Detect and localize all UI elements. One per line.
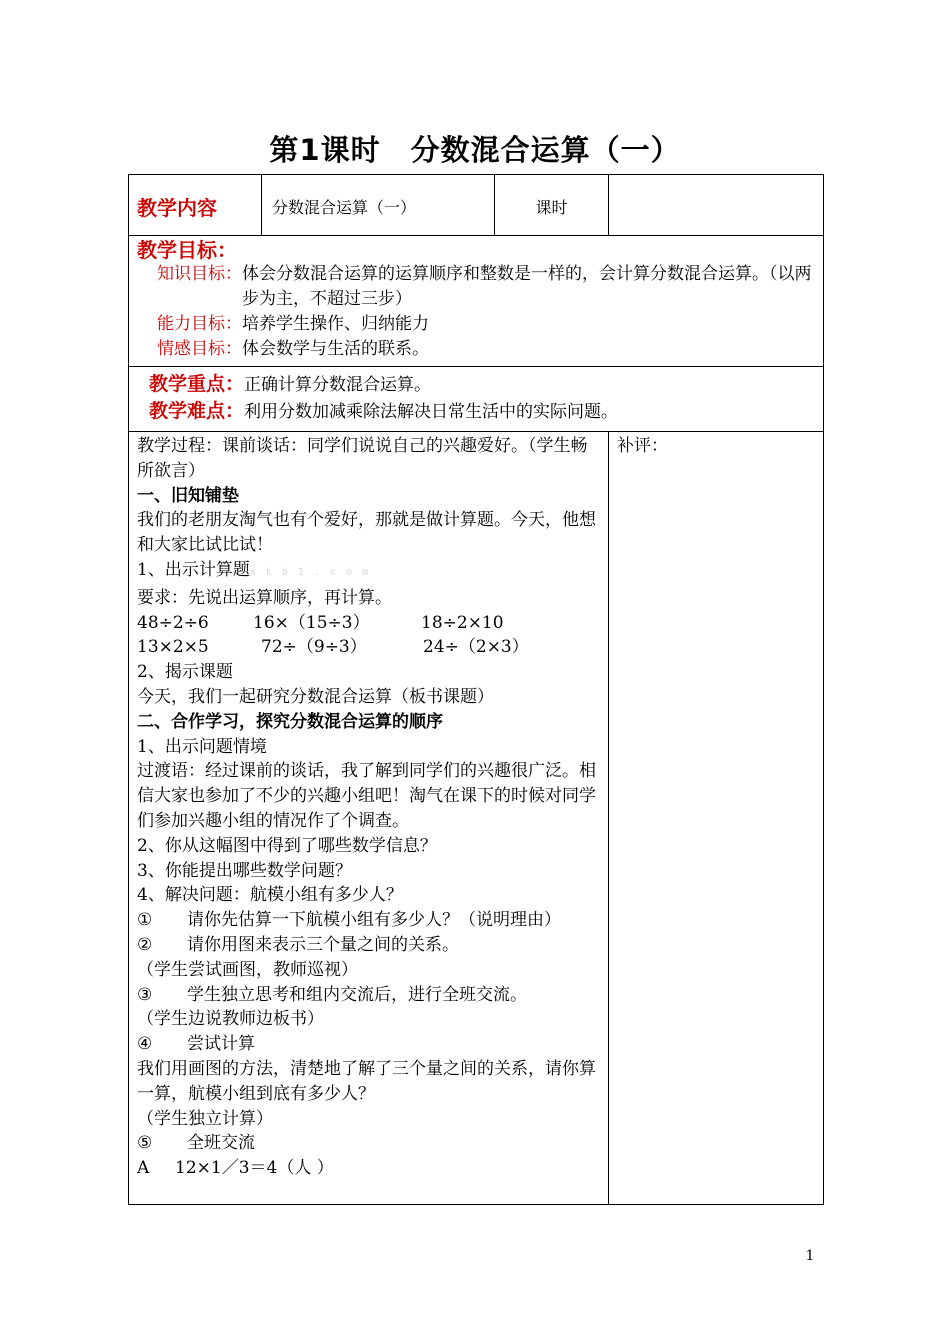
sub-step-text: 全班交流 — [187, 1133, 255, 1154]
comment-cell — [609, 432, 824, 1205]
note: （学生边说教师边板书） — [137, 1009, 324, 1030]
answer-line — [137, 1156, 602, 1181]
paragraph: 过渡语：经过课前的谈话，我了解到同学们的兴趣很广泛。相信大家也参加了不少的兴趣小组吧！淘气在课下的时候对同学们参加兴趣小组的情况作了个调查。 — [137, 761, 596, 831]
step-item: 2、你从这幅图中得到了哪些数学信息？ — [137, 835, 437, 856]
hours-value — [609, 175, 824, 236]
sub-step-number: ① — [137, 910, 153, 931]
difficulty — [149, 398, 815, 425]
sub-step — [137, 933, 602, 958]
answer-formula: 12×1／3＝4（人 ） — [175, 1158, 334, 1179]
sub-step-text: 学生独立思考和组内交流后，进行全班交流。 — [187, 984, 527, 1005]
step-item: 3、你能提出哪些数学问题？ — [137, 860, 352, 881]
goals-cell — [129, 236, 824, 367]
paragraph: 我们的老朋友淘气也有个爱好，那就是做计算题。今天，他想和大家比试比试！ — [137, 510, 596, 556]
goal-label: 情感目标： — [157, 339, 242, 359]
content-value: 分数混合运算（一） — [262, 175, 495, 236]
keys-cell — [129, 367, 824, 432]
keys-row — [129, 367, 824, 432]
hours-label: 课时 — [495, 175, 609, 236]
lesson-plan-table — [128, 174, 824, 1205]
step-item: 4、解决问题：航模小组有多少人？ — [137, 885, 403, 906]
step-item: 1、出示问题情境 — [137, 736, 267, 757]
exercise-row — [137, 611, 602, 636]
paragraph: 我们用画图的方法，清楚地了解了三个量之间的关系，请你算一算，航模小组到底有多少人？ — [137, 1058, 596, 1104]
exercise: 18÷2×10 — [421, 612, 504, 633]
sub-step-text: 尝试计算 — [187, 1034, 255, 1055]
goal-label: 知识目标： — [157, 264, 242, 284]
exercise: 16×（15÷3） — [253, 612, 370, 633]
key-point-label: 教学重点： — [149, 373, 245, 395]
exercise-row — [137, 635, 602, 660]
sub-step — [137, 983, 602, 1008]
difficulty-text: 利用分数加减乘除法解决日常生活中的实际问题。 — [244, 402, 619, 422]
goals-heading: 教学目标： — [137, 238, 237, 262]
exercise: 72÷（9÷3） — [261, 637, 367, 658]
sub-step — [137, 1131, 602, 1156]
goal-label: 能力目标： — [157, 314, 242, 334]
sub-step-number: ② — [137, 934, 153, 955]
step-item — [137, 558, 602, 586]
comment-label: 补评： — [617, 436, 669, 456]
sub-step — [137, 908, 602, 933]
watermark: x k b 1 . c o m — [249, 566, 371, 578]
sub-step-text: 请你先估算一下航模小组有多少人？（说明理由） — [187, 910, 561, 931]
answer-label: A — [137, 1158, 150, 1179]
requirement: 要求：先说出运算顺序，再计算。 — [137, 587, 392, 608]
process-intro: 教学过程：课前谈话：同学们说说自己的兴趣爱好。（学生畅所欲言） — [137, 436, 588, 481]
goals-row — [129, 236, 824, 367]
note: （学生独立计算） — [137, 1108, 273, 1129]
note: （学生尝试画图，教师巡视） — [137, 959, 358, 980]
sub-step-number: ③ — [137, 984, 153, 1005]
exercise: 48÷2÷6 — [137, 612, 209, 633]
goal-ability — [137, 312, 815, 337]
paragraph: 今天，我们一起研究分数混合运算（板书课题） — [137, 686, 494, 707]
key-point-text: 正确计算分数混合运算。 — [244, 375, 432, 395]
process-cell — [129, 432, 609, 1205]
goal-knowledge — [137, 262, 815, 312]
difficulty-label: 教学难点： — [149, 400, 245, 422]
goal-text: 体会数学与生活的联系。 — [242, 339, 429, 359]
content-label: 教学内容 — [129, 175, 262, 236]
exercise: 13×2×5 — [137, 637, 209, 658]
sub-step — [137, 1032, 602, 1057]
section-heading: 二、合作学习，探究分数混合运算的顺序 — [137, 711, 443, 732]
step-item: 2、揭示课题 — [137, 662, 233, 683]
page-title: 第1课时 分数混合运算（一） — [269, 133, 681, 167]
section-heading: 一、旧知铺垫 — [137, 485, 239, 506]
page-number: 1 — [805, 1248, 815, 1264]
exercise: 24÷（2×3） — [423, 637, 529, 658]
header-row — [129, 175, 824, 236]
key-point — [149, 371, 815, 398]
goal-emotion — [137, 337, 815, 362]
goal-text: 体会分数混合运算的运算顺序和整数是一样的，会计算分数混合运算。（以两步为主，不超过三步） — [242, 264, 812, 309]
process-row — [129, 432, 824, 1205]
step-text: 1、出示计算题 — [137, 559, 250, 580]
goal-text: 培养学生操作、归纳能力 — [242, 314, 429, 334]
sub-step-number: ⑤ — [137, 1133, 153, 1154]
sub-step-number: ④ — [137, 1034, 153, 1055]
sub-step-text: 请你用图来表示三个量之间的关系。 — [187, 934, 459, 955]
